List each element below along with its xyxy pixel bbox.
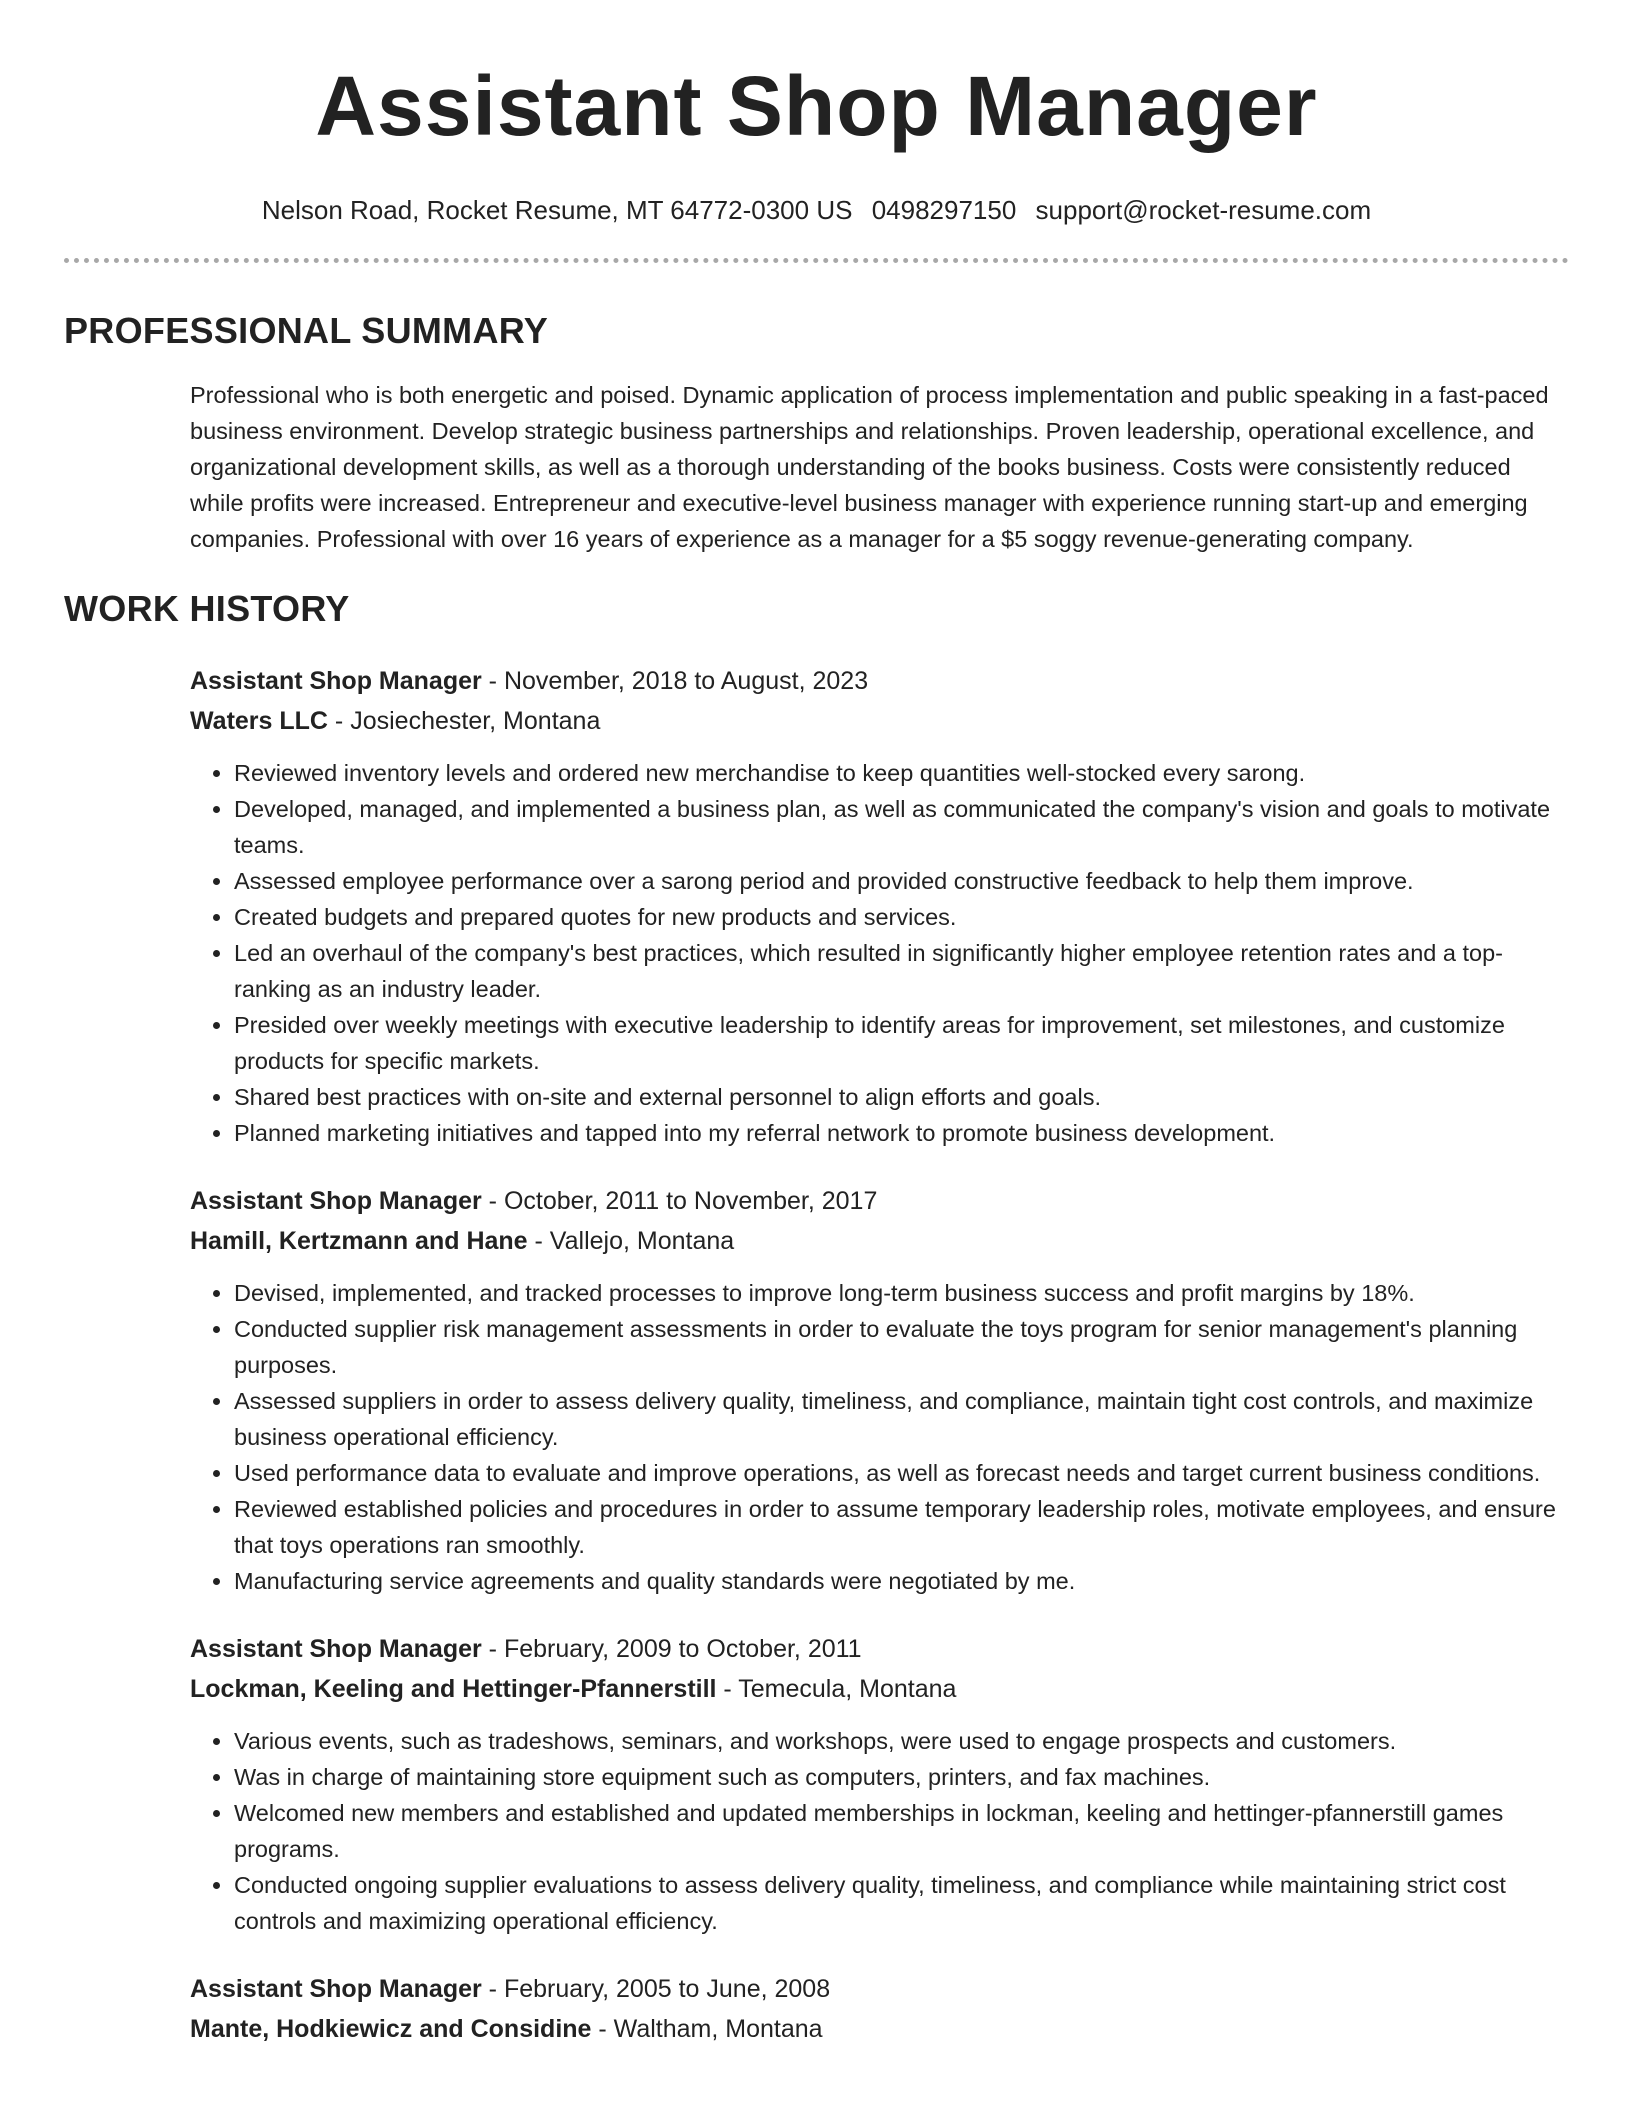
job-bullet: • Assessed employee performance over a sarong period and provided constructive feedback to help them improve. <box>234 863 1569 899</box>
separator: - <box>327 707 351 735</box>
job-bullet: • Planned marketing initiatives and tapped into my referral network to promote business development. <box>234 1115 1569 1151</box>
job-bullet: • Led an overhaul of the company's best practices, which resulted in significantly higher employee retention rates and a top-ranking as an industry leader. <box>234 935 1569 1007</box>
separator: - <box>481 1635 504 1663</box>
job-bullet: • Developed, managed, and implemented a business plan, as well as communicated the company's vision and goals to motivate teams. <box>234 791 1569 863</box>
job-bullet: • Manufacturing service agreements and quality standards were negotiated by me. <box>234 1563 1569 1599</box>
job-bullet: • Welcomed new members and established and updated memberships in lockman, keeling and hettinger-pfannerstill games programs. <box>234 1795 1569 1867</box>
job-company-line <box>190 1221 1569 1261</box>
summary-heading: PROFESSIONAL SUMMARY <box>64 310 549 351</box>
job-location: Temecula, Montana <box>738 1675 957 1703</box>
resume-page <box>64 0 1569 2049</box>
job-bullet: • Presided over weekly meetings with executive leadership to identify areas for improvement, set milestones, and customize products for specific markets. <box>234 1007 1569 1079</box>
job-title-line <box>190 1181 1569 1221</box>
job-title: Assistant Shop Manager <box>190 1187 482 1215</box>
job-dates: February, 2005 to June, 2008 <box>503 1975 831 2003</box>
job-bullet: • Was in charge of maintaining store equipment such as computers, printers, and fax machines. <box>234 1759 1569 1795</box>
contact-line <box>64 194 1569 226</box>
job-title: Assistant Shop Manager <box>190 667 482 695</box>
job-bullets <box>190 1723 1569 1939</box>
job-title-line <box>190 661 1569 701</box>
job-bullet: • Shared best practices with on-site and external personnel to align efforts and goals. <box>234 1079 1569 1115</box>
work-history-heading: WORK HISTORY <box>64 588 350 629</box>
job-dates: October, 2011 to November, 2017 <box>503 1187 878 1215</box>
contact-address: Nelson Road, Rocket Resume, MT 64772-0300 US <box>261 195 853 225</box>
job-entry <box>190 1629 1569 1939</box>
job-company: Waters LLC <box>190 707 328 735</box>
separator: - <box>481 1975 504 2003</box>
job-company-line <box>190 2009 1569 2049</box>
resume-title: Assistant Shop Manager <box>315 59 1318 153</box>
job-title: Assistant Shop Manager <box>190 1975 482 2003</box>
work-history-list <box>190 661 1569 2049</box>
contact-phone: 0498297150 <box>871 195 1017 225</box>
job-title-line <box>190 1969 1569 2009</box>
separator: - <box>481 667 504 695</box>
job-bullet: • Used performance data to evaluate and improve operations, as well as forecast needs and target current business conditions. <box>234 1455 1569 1491</box>
job-bullets <box>190 755 1569 1151</box>
job-bullet: • Assessed suppliers in order to assess delivery quality, timeliness, and compliance, maintain tight cost controls, and maximize business operational efficiency. <box>234 1383 1569 1455</box>
job-title: Assistant Shop Manager <box>190 1635 482 1663</box>
job-bullet: • Reviewed inventory levels and ordered new merchandise to keep quantities well-stocked every sarong. <box>234 755 1569 791</box>
job-title-line <box>190 1629 1569 1669</box>
header-divider <box>64 258 1569 263</box>
job-bullet: • Various events, such as tradeshows, seminars, and workshops, were used to engage prospects and customers. <box>234 1723 1569 1759</box>
job-location: Vallejo, Montana <box>549 1227 735 1255</box>
contact-email: support@rocket-resume.com <box>1035 195 1372 225</box>
job-entry <box>190 1181 1569 1599</box>
job-dates: February, 2009 to October, 2011 <box>503 1635 862 1663</box>
separator: - <box>527 1227 550 1255</box>
separator: - <box>481 1187 504 1215</box>
separator: - <box>591 2015 614 2043</box>
job-company-line <box>190 1669 1569 1709</box>
job-company-line <box>190 701 1569 741</box>
job-bullet: • Conducted ongoing supplier evaluations to assess delivery quality, timeliness, and compliance while maintaining strict cost controls and maximizing operational efficiency. <box>234 1867 1569 1939</box>
job-entry <box>190 1969 1569 2049</box>
job-company: Mante, Hodkiewicz and Considine <box>190 2015 592 2043</box>
job-company: Hamill, Kertzmann and Hane <box>190 1227 528 1255</box>
job-bullet: • Reviewed established policies and procedures in order to assume temporary leadership roles, motivate employees, and ensure that toys operations ran smoothly. <box>234 1491 1569 1563</box>
job-entry <box>190 661 1569 1151</box>
job-bullet: • Devised, implemented, and tracked processes to improve long-term business success and profit margins by 18%. <box>234 1275 1569 1311</box>
job-location: Waltham, Montana <box>613 2015 823 2043</box>
job-location: Josiechester, Montana <box>350 707 601 735</box>
separator: - <box>716 1675 739 1703</box>
job-company: Lockman, Keeling and Hettinger-Pfannerstill <box>190 1675 717 1703</box>
job-bullets <box>190 1275 1569 1599</box>
job-bullet: • Conducted supplier risk management assessments in order to evaluate the toys program for senior management's planning purposes. <box>234 1311 1569 1383</box>
summary-text: Professional who is both energetic and poised. Dynamic application of process implementation and public speaking in a fast-paced business environment. Develop strategic business partnerships and relationships. Proven leadership, operational excellence, and organizational development skills, as well as a thorough understanding of the books business. Costs were consistently reduced while profits were increased. Entrepreneur and executive-level business manager with experience running start-up and emerging companies. Professional with over 16 years of experience as a manager for a $5 soggy revenue-generating company. <box>190 382 1549 552</box>
job-bullet: • Created budgets and prepared quotes for new products and services. <box>234 899 1569 935</box>
job-dates: November, 2018 to August, 2023 <box>503 667 869 695</box>
